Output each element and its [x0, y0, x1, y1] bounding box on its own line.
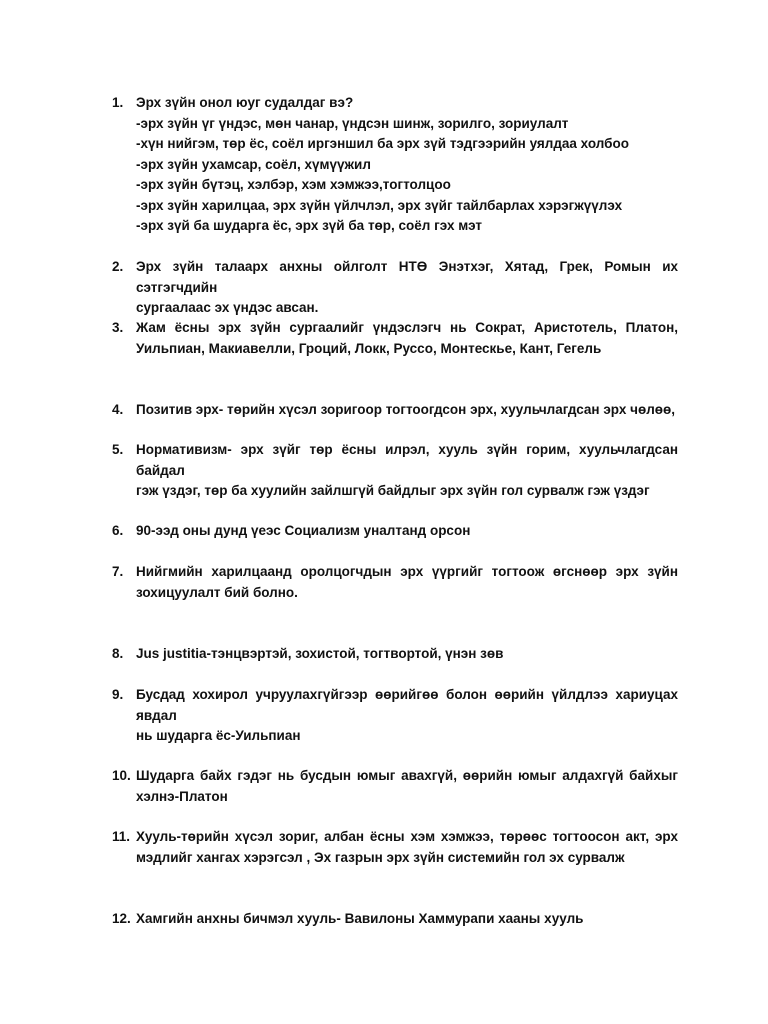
list-item-number: 7. — [112, 564, 124, 579]
list-item-number: 12. — [112, 911, 131, 926]
list-item-number: 5. — [112, 442, 124, 457]
list-item — [112, 318, 678, 359]
text-line: Уильпиан, Макиавелли, Гроций, Локк, Руссо, Монтескье, Кант, Гегель — [136, 340, 602, 356]
list-item-text — [136, 93, 678, 237]
text-line: -эрх зүй ба шударга ёс, эрх зүй ба төр, соёл гэх мэт — [136, 218, 482, 233]
list-item-text — [136, 318, 678, 359]
list-item-number: 9. — [112, 687, 124, 702]
list-item — [112, 521, 678, 542]
text-line: мэдлийг хангах хэрэгсэл , Эх газрын эрх зүйн системийн гол эх сурвалж — [136, 849, 625, 865]
text-line: Нормативизм- эрх зүйг төр ёсны илрэл, хууль зүйн горим, хуульчлагдсан байдал — [136, 442, 678, 478]
text-line: -эрх зүйн бүтэц, хэлбэр, хэм хэмжээ,тогтолцоо — [136, 177, 451, 192]
text-line: -хүн нийгэм, төр ёс, соёл иргэншил ба эрх зүй тэдгээрийн уялдаа холбоо — [136, 136, 629, 151]
list-item-number: 4. — [112, 402, 124, 417]
text-line: Жам ёсны эрх зүйн сургаалийг үндэслэгч нь Сократ, Аристотель, Платон, — [136, 320, 678, 335]
list-item-text — [136, 827, 678, 868]
text-line: Бусдад хохирол учруулахгүйгээр өөрийгөө болон өөрийн үйлдлээ хариуцах явдал — [136, 687, 678, 723]
list-item-number: 2. — [112, 259, 124, 274]
text-line: Эрх зүйн талаарх анхны ойлголт НТӨ Энэтхэг, Хятад, Грек, Ромын их сэтгэгчдийн — [136, 259, 678, 295]
list-item-text — [136, 562, 678, 603]
text-line: -эрх зүйн үг үндэс, мөн чанар, үндсэн шинж, зорилго, зориулалт — [136, 115, 569, 131]
text-line: Нийгмийн харилцаанд оролцогчдын эрх үүргийг тогтоож өгснөөр эрх зүйн — [136, 564, 678, 579]
text-line: Jus justitia-тэнцвэртэй, зохистой, тогтвортой, үнэн зөв — [136, 646, 504, 661]
text-line: зохицуулалт бий болно. — [136, 584, 298, 600]
list-item — [112, 93, 678, 237]
list-item-number: 11. — [112, 829, 131, 844]
text-line: Хууль-төрийн хүсэл зориг, албан ёсны хэм хэмжээ, төрөөс тогтоосон акт, эрх — [136, 829, 678, 844]
text-line: -эрх зүйн ухамсар, соёл, хүмүүжил — [136, 156, 371, 172]
text-line: Хамгийн анхны бичмэл хууль- Вавилоны Хаммурапи хааны хууль — [136, 911, 584, 926]
text-line: -эрх зүйн харилцаа, эрх зүйн үйлчлэл, эрх зүйг тайлбарлах хэрэгжүүлэх — [136, 197, 623, 213]
list-item-text — [136, 766, 678, 807]
list-item-text — [136, 440, 678, 502]
list-item — [112, 766, 678, 807]
list-item — [112, 827, 678, 868]
text-line: Шударга байх гэдэг нь бусдын юмыг авахгүй, өөрийн юмыг алдахгүй байхыг — [136, 768, 678, 783]
list-item-text — [136, 521, 678, 542]
list-item-text — [136, 685, 678, 747]
text-line: 90-ээд оны дунд үеэс Социализм уналтанд орсон — [136, 523, 471, 538]
list-item — [112, 685, 678, 747]
text-line: Позитив эрх- төрийн хүсэл зоригоор тогтоогдсон эрх, хуульчлагдсан эрх чөлөө, — [136, 402, 676, 417]
list-item — [112, 440, 678, 502]
list-item-number: 6. — [112, 523, 124, 538]
text-line: гэж үздэг, төр ба хуулийн зайлшгүй байдлыг эрх зүйн гол сурвалж гэж үздэг — [136, 483, 650, 498]
text-line: хэлнэ-Платон — [136, 788, 228, 804]
list-item — [112, 257, 678, 319]
list-item-number: 8. — [112, 646, 124, 661]
list-item-text — [136, 644, 678, 665]
list-item-number: 1. — [112, 95, 124, 110]
list-item — [112, 400, 678, 421]
list-item — [112, 562, 678, 603]
list-item-text — [136, 257, 678, 319]
list-item-text — [136, 400, 678, 421]
list-item-number: 10. — [112, 768, 131, 783]
list-item-number: 3. — [112, 320, 124, 335]
list-item-text — [136, 909, 678, 930]
text-line: Эрх зүйн онол юуг судалдаг вэ? — [136, 95, 354, 110]
text-line: нь шударга ёс-Уильпиан — [136, 728, 301, 743]
text-line: сургаалаас эх үндэс авсан. — [136, 300, 319, 315]
list-item — [112, 644, 678, 665]
list-item — [112, 909, 678, 930]
